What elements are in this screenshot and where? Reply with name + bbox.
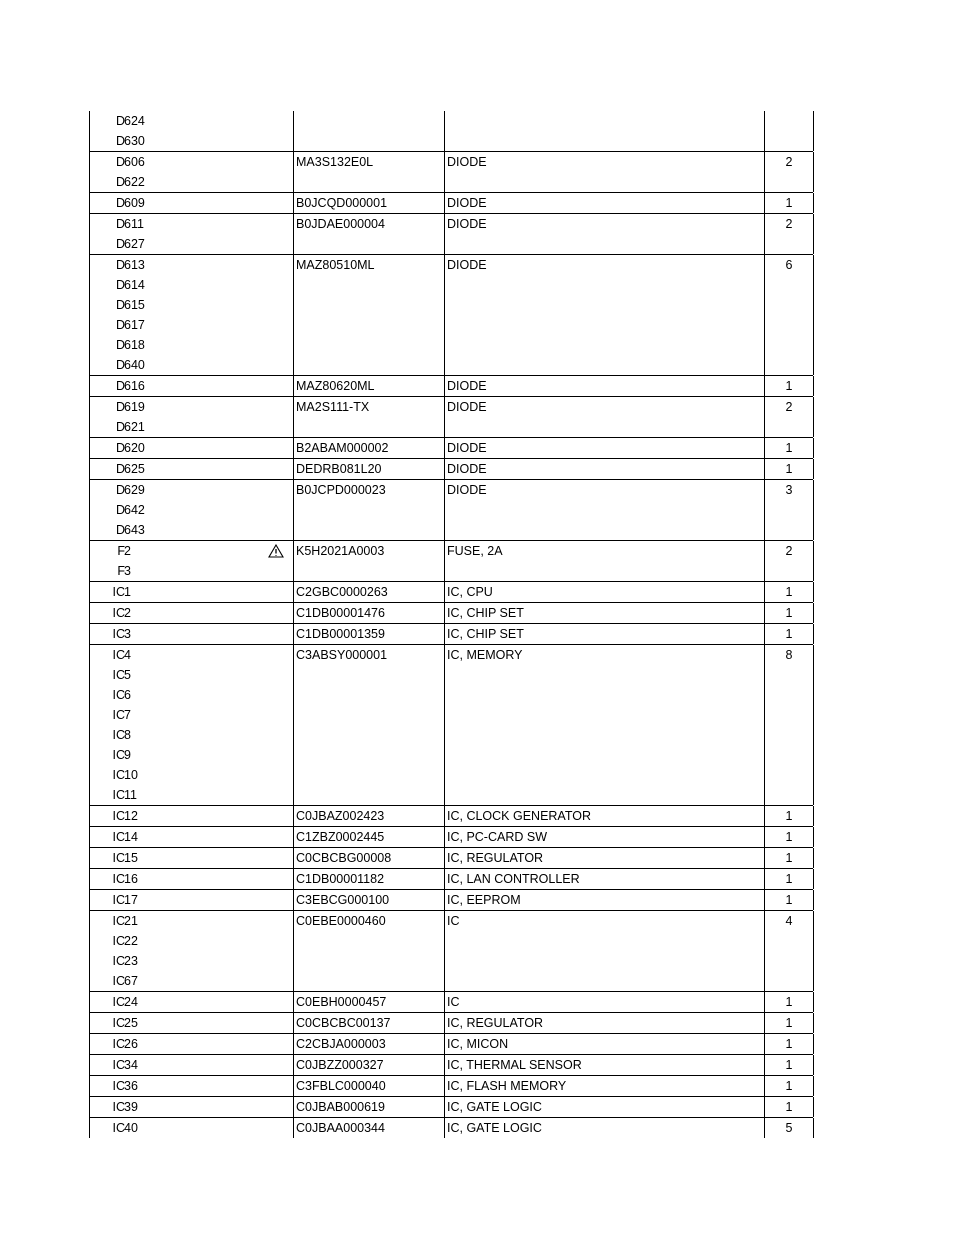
ref-number: 1 bbox=[124, 585, 131, 599]
table-row bbox=[89, 847, 813, 868]
row-line bbox=[89, 193, 813, 213]
row-line bbox=[89, 561, 813, 581]
column-divider bbox=[813, 459, 814, 479]
ref-number: 613 bbox=[124, 258, 145, 272]
row-line bbox=[89, 869, 813, 889]
part-number: C0CBCBC00137 bbox=[296, 1016, 391, 1030]
table-row bbox=[89, 1117, 813, 1138]
part-number: C3ABSY000001 bbox=[296, 648, 388, 662]
part-number: B0JDAE000004 bbox=[296, 217, 385, 231]
row-line bbox=[89, 1013, 813, 1033]
row-line bbox=[89, 214, 813, 234]
column-divider bbox=[813, 541, 814, 581]
ref-prefix: IC bbox=[112, 872, 125, 886]
ref-prefix: D bbox=[115, 298, 125, 312]
part-description: IC, REGULATOR bbox=[447, 1016, 544, 1030]
part-description: DIODE bbox=[447, 155, 487, 169]
row-line bbox=[89, 931, 813, 951]
part-quantity: 1 bbox=[785, 1058, 793, 1072]
ref-prefix: IC bbox=[112, 1100, 125, 1114]
part-quantity: 6 bbox=[785, 258, 793, 272]
column-divider bbox=[813, 582, 814, 602]
ref-number: 5 bbox=[124, 668, 131, 682]
ref-number: 630 bbox=[124, 134, 145, 148]
ref-number: 609 bbox=[124, 196, 145, 210]
ref-number: 17 bbox=[124, 893, 138, 907]
part-quantity: 1 bbox=[785, 379, 793, 393]
column-divider bbox=[813, 603, 814, 623]
ref-number: 7 bbox=[124, 708, 131, 722]
ref-number: 39 bbox=[124, 1100, 138, 1114]
part-quantity: 1 bbox=[785, 462, 793, 476]
row-line bbox=[89, 806, 813, 826]
row-line bbox=[89, 603, 813, 623]
part-quantity: 1 bbox=[785, 851, 793, 865]
ref-number: 2 bbox=[124, 606, 131, 620]
part-description: DIODE bbox=[447, 483, 487, 497]
ref-number: 25 bbox=[124, 1016, 138, 1030]
ref-prefix: IC bbox=[112, 830, 125, 844]
part-quantity: 3 bbox=[785, 483, 793, 497]
ref-prefix: IC bbox=[112, 893, 125, 907]
row-line bbox=[89, 172, 813, 192]
row-line bbox=[89, 1118, 813, 1138]
ref-number: 640 bbox=[124, 358, 145, 372]
table-row bbox=[89, 644, 813, 805]
part-quantity: 1 bbox=[785, 196, 793, 210]
ref-number: 9 bbox=[124, 748, 131, 762]
part-description: IC, FLASH MEMORY bbox=[447, 1079, 567, 1093]
ref-number: 15 bbox=[124, 851, 138, 865]
column-divider bbox=[813, 645, 814, 805]
ref-number: 642 bbox=[124, 503, 145, 517]
row-line bbox=[89, 685, 813, 705]
row-line bbox=[89, 911, 813, 931]
table-row bbox=[89, 151, 813, 192]
ref-prefix: IC bbox=[112, 974, 125, 988]
table-row bbox=[89, 1096, 813, 1117]
part-description: IC, CPU bbox=[447, 585, 493, 599]
row-line bbox=[89, 665, 813, 685]
table-row bbox=[89, 602, 813, 623]
part-description: IC, LAN CONTROLLER bbox=[447, 872, 580, 886]
ref-prefix: D bbox=[115, 237, 125, 251]
part-description: FUSE, 2A bbox=[447, 544, 503, 558]
row-line bbox=[89, 541, 813, 561]
row-line bbox=[89, 1076, 813, 1096]
column-divider bbox=[813, 1034, 814, 1054]
part-number: C1ZBZ0002445 bbox=[296, 830, 385, 844]
part-description: IC bbox=[447, 914, 460, 928]
row-line bbox=[89, 971, 813, 991]
ref-prefix: IC bbox=[112, 585, 125, 599]
part-description: IC, THERMAL SENSOR bbox=[447, 1058, 582, 1072]
part-quantity: 1 bbox=[785, 809, 793, 823]
row-line bbox=[89, 645, 813, 665]
part-number: C0JBAB000619 bbox=[296, 1100, 385, 1114]
row-line bbox=[89, 890, 813, 910]
ref-prefix: IC bbox=[112, 708, 125, 722]
column-divider bbox=[813, 376, 814, 396]
part-description: IC, GATE LOGIC bbox=[447, 1121, 542, 1135]
ref-prefix: IC bbox=[112, 648, 125, 662]
part-quantity: 5 bbox=[785, 1121, 793, 1135]
ref-prefix: D bbox=[115, 441, 125, 455]
part-number: C0JBZZ000327 bbox=[296, 1058, 384, 1072]
ref-number: 12 bbox=[124, 809, 138, 823]
table-row bbox=[89, 623, 813, 644]
ref-number: 615 bbox=[124, 298, 145, 312]
row-line bbox=[89, 624, 813, 644]
table-row bbox=[89, 540, 813, 581]
column-divider bbox=[813, 1055, 814, 1075]
table-row bbox=[89, 1033, 813, 1054]
ref-prefix: D bbox=[115, 400, 125, 414]
part-description: IC, CLOCK GENERATOR bbox=[447, 809, 592, 823]
ref-prefix: D bbox=[115, 318, 125, 332]
ref-number: 67 bbox=[124, 974, 138, 988]
row-line bbox=[89, 152, 813, 172]
parts-list-table bbox=[89, 111, 813, 1138]
table-row bbox=[89, 868, 813, 889]
table-row bbox=[89, 396, 813, 437]
ref-number: 621 bbox=[124, 420, 145, 434]
ref-prefix: IC bbox=[112, 748, 125, 762]
part-description: IC, MEMORY bbox=[447, 648, 523, 662]
part-description: DIODE bbox=[447, 196, 487, 210]
ref-prefix: D bbox=[115, 217, 125, 231]
table-row bbox=[89, 910, 813, 991]
part-number: C2CBJA000003 bbox=[296, 1037, 386, 1051]
ref-prefix: D bbox=[115, 483, 125, 497]
ref-number: 36 bbox=[124, 1079, 138, 1093]
part-number: B0JCQD000001 bbox=[296, 196, 388, 210]
safety-warning-triangle-icon bbox=[268, 544, 284, 558]
column-divider bbox=[813, 1013, 814, 1033]
ref-prefix: IC bbox=[112, 1079, 125, 1093]
ref-number: 629 bbox=[124, 483, 145, 497]
column-divider bbox=[813, 397, 814, 437]
part-number: MA2S111-TX bbox=[296, 400, 370, 414]
ref-number: 620 bbox=[124, 441, 145, 455]
part-description: IC, CHIP SET bbox=[447, 627, 524, 641]
part-quantity: 1 bbox=[785, 1016, 793, 1030]
table-row bbox=[89, 375, 813, 396]
column-divider bbox=[813, 214, 814, 254]
row-line bbox=[89, 827, 813, 847]
ref-prefix: IC bbox=[112, 954, 125, 968]
table-row bbox=[89, 213, 813, 254]
ref-prefix: D bbox=[115, 175, 125, 189]
row-line bbox=[89, 582, 813, 602]
column-divider bbox=[813, 193, 814, 213]
table-row bbox=[89, 111, 813, 151]
ref-number: 26 bbox=[124, 1037, 138, 1051]
part-quantity: 1 bbox=[785, 627, 793, 641]
table-row bbox=[89, 1054, 813, 1075]
part-description: DIODE bbox=[447, 217, 487, 231]
table-row bbox=[89, 826, 813, 847]
part-quantity: 2 bbox=[785, 400, 793, 414]
part-number: C3EBCG000100 bbox=[296, 893, 390, 907]
part-number: C0EBE0000460 bbox=[296, 914, 386, 928]
row-line bbox=[89, 500, 813, 520]
part-description: DIODE bbox=[447, 462, 487, 476]
ref-number: 16 bbox=[124, 872, 138, 886]
column-divider bbox=[813, 827, 814, 847]
column-divider bbox=[813, 869, 814, 889]
table-row bbox=[89, 479, 813, 540]
part-description: IC, GATE LOGIC bbox=[447, 1100, 542, 1114]
ref-prefix: IC bbox=[112, 728, 125, 742]
ref-prefix: IC bbox=[112, 1037, 125, 1051]
table-row bbox=[89, 1075, 813, 1096]
row-line bbox=[89, 131, 813, 151]
table-row bbox=[89, 1012, 813, 1033]
row-line bbox=[89, 745, 813, 765]
table-row bbox=[89, 991, 813, 1012]
ref-prefix: IC bbox=[112, 1016, 125, 1030]
ref-number: 10 bbox=[124, 768, 138, 782]
part-quantity: 1 bbox=[785, 585, 793, 599]
row-line bbox=[89, 765, 813, 785]
row-line bbox=[89, 1097, 813, 1117]
part-number: C3FBLC000040 bbox=[296, 1079, 386, 1093]
part-description: IC bbox=[447, 995, 460, 1009]
part-quantity: 1 bbox=[785, 1079, 793, 1093]
ref-prefix: IC bbox=[112, 1121, 125, 1135]
part-quantity: 2 bbox=[785, 544, 793, 558]
part-description: IC, REGULATOR bbox=[447, 851, 544, 865]
table-row bbox=[89, 805, 813, 826]
part-quantity: 2 bbox=[785, 155, 793, 169]
ref-number: 618 bbox=[124, 338, 145, 352]
row-line bbox=[89, 848, 813, 868]
column-divider bbox=[813, 848, 814, 868]
ref-number: 3 bbox=[124, 564, 131, 578]
part-quantity: 1 bbox=[785, 441, 793, 455]
table-row bbox=[89, 458, 813, 479]
table-row bbox=[89, 889, 813, 910]
row-line bbox=[89, 1055, 813, 1075]
ref-number: 22 bbox=[124, 934, 138, 948]
part-number: C1DB00001359 bbox=[296, 627, 385, 641]
ref-prefix: IC bbox=[112, 788, 125, 802]
ref-prefix: IC bbox=[112, 688, 125, 702]
part-number: B0JCPD000023 bbox=[296, 483, 386, 497]
table-row bbox=[89, 254, 813, 375]
row-line bbox=[89, 397, 813, 417]
part-quantity: 4 bbox=[785, 914, 793, 928]
ref-number: 622 bbox=[124, 175, 145, 189]
column-divider bbox=[813, 480, 814, 540]
part-description: IC, PC-CARD SW bbox=[447, 830, 547, 844]
row-line bbox=[89, 705, 813, 725]
ref-prefix: D bbox=[115, 503, 125, 517]
ref-number: 3 bbox=[124, 627, 131, 641]
ref-number: 619 bbox=[124, 400, 145, 414]
part-description: IC, CHIP SET bbox=[447, 606, 524, 620]
ref-prefix: F bbox=[117, 564, 125, 578]
ref-number: 40 bbox=[124, 1121, 138, 1135]
row-line bbox=[89, 951, 813, 971]
column-divider bbox=[813, 992, 814, 1012]
column-divider bbox=[813, 806, 814, 826]
ref-number: 624 bbox=[124, 114, 145, 128]
ref-prefix: D bbox=[115, 523, 125, 537]
column-divider bbox=[813, 890, 814, 910]
column-divider bbox=[813, 1097, 814, 1117]
ref-number: 14 bbox=[124, 830, 138, 844]
part-number: MAZ80620ML bbox=[296, 379, 375, 393]
part-quantity: 1 bbox=[785, 830, 793, 844]
row-line bbox=[89, 438, 813, 458]
part-quantity: 1 bbox=[785, 606, 793, 620]
ref-number: 6 bbox=[124, 688, 131, 702]
row-line bbox=[89, 520, 813, 540]
column-divider bbox=[813, 1118, 814, 1138]
ref-number: 606 bbox=[124, 155, 145, 169]
part-number: C1DB00001476 bbox=[296, 606, 385, 620]
part-number: DEDRB081L20 bbox=[296, 462, 382, 476]
row-line bbox=[89, 480, 813, 500]
part-number: C1DB00001182 bbox=[296, 872, 385, 886]
ref-prefix: D bbox=[115, 114, 125, 128]
part-quantity: 1 bbox=[785, 1100, 793, 1114]
table-row bbox=[89, 437, 813, 458]
ref-prefix: D bbox=[115, 379, 125, 393]
ref-number: 643 bbox=[124, 523, 145, 537]
ref-number: 616 bbox=[124, 379, 145, 393]
ref-number: 627 bbox=[124, 237, 145, 251]
ref-number: 611 bbox=[124, 217, 144, 231]
ref-prefix: IC bbox=[112, 627, 125, 641]
ref-prefix: D bbox=[115, 258, 125, 272]
part-number: C2GBC0000263 bbox=[296, 585, 388, 599]
ref-prefix: IC bbox=[112, 914, 125, 928]
column-divider bbox=[813, 624, 814, 644]
row-line bbox=[89, 725, 813, 745]
part-description: IC, MICON bbox=[447, 1037, 509, 1051]
ref-number: 11 bbox=[124, 788, 137, 802]
table-row bbox=[89, 192, 813, 213]
part-description: DIODE bbox=[447, 400, 487, 414]
ref-prefix: IC bbox=[112, 1058, 125, 1072]
part-number: B2ABAM000002 bbox=[296, 441, 389, 455]
ref-prefix: IC bbox=[112, 851, 125, 865]
part-quantity: 8 bbox=[785, 648, 793, 662]
ref-prefix: D bbox=[115, 338, 125, 352]
ref-prefix: D bbox=[115, 420, 125, 434]
ref-number: 23 bbox=[124, 954, 138, 968]
row-line bbox=[89, 376, 813, 396]
row-line bbox=[89, 255, 813, 275]
ref-number: 24 bbox=[124, 995, 138, 1009]
ref-prefix: IC bbox=[112, 809, 125, 823]
ref-prefix: D bbox=[115, 196, 125, 210]
ref-number: 8 bbox=[124, 728, 131, 742]
part-quantity: 1 bbox=[785, 872, 793, 886]
part-number: C0EBH0000457 bbox=[296, 995, 387, 1009]
ref-prefix: D bbox=[115, 358, 125, 372]
part-number: C0JBAA000344 bbox=[296, 1121, 385, 1135]
column-divider bbox=[813, 152, 814, 192]
row-line bbox=[89, 1034, 813, 1054]
part-description: IC, EEPROM bbox=[447, 893, 521, 907]
part-number: C0JBAZ002423 bbox=[296, 809, 385, 823]
row-line bbox=[89, 992, 813, 1012]
part-number: MAZ80510ML bbox=[296, 258, 375, 272]
part-number: C0CBCBG00008 bbox=[296, 851, 392, 865]
part-quantity: 1 bbox=[785, 893, 793, 907]
ref-prefix: D bbox=[115, 462, 125, 476]
row-line bbox=[89, 275, 813, 295]
ref-number: 625 bbox=[124, 462, 145, 476]
ref-prefix: IC bbox=[112, 768, 125, 782]
part-quantity: 1 bbox=[785, 1037, 793, 1051]
ref-prefix: IC bbox=[112, 995, 125, 1009]
row-line bbox=[89, 355, 813, 375]
ref-number: 2 bbox=[124, 544, 131, 558]
row-line bbox=[89, 295, 813, 315]
row-line bbox=[89, 417, 813, 437]
part-description: DIODE bbox=[447, 258, 487, 272]
row-line bbox=[89, 335, 813, 355]
ref-prefix: IC bbox=[112, 934, 125, 948]
table-row bbox=[89, 581, 813, 602]
ref-prefix: IC bbox=[112, 606, 125, 620]
ref-number: 617 bbox=[124, 318, 145, 332]
row-line bbox=[89, 315, 813, 335]
part-number: MA3S132E0L bbox=[296, 155, 374, 169]
column-divider bbox=[813, 911, 814, 991]
row-line bbox=[89, 785, 813, 805]
part-number: K5H2021A0003 bbox=[296, 544, 385, 558]
part-description: DIODE bbox=[447, 441, 487, 455]
ref-prefix: D bbox=[115, 155, 125, 169]
column-divider bbox=[813, 111, 814, 151]
row-line bbox=[89, 459, 813, 479]
ref-number: 21 bbox=[124, 914, 138, 928]
ref-number: 614 bbox=[124, 278, 145, 292]
column-divider bbox=[813, 1076, 814, 1096]
ref-prefix: F bbox=[117, 544, 125, 558]
ref-prefix: D bbox=[115, 134, 125, 148]
ref-prefix: D bbox=[115, 278, 125, 292]
part-quantity: 1 bbox=[785, 995, 793, 1009]
column-divider bbox=[813, 438, 814, 458]
ref-number: 34 bbox=[124, 1058, 138, 1072]
column-divider bbox=[813, 255, 814, 375]
ref-prefix: IC bbox=[112, 668, 125, 682]
ref-number: 4 bbox=[124, 648, 131, 662]
row-line bbox=[89, 111, 813, 131]
row-line bbox=[89, 234, 813, 254]
part-description: DIODE bbox=[447, 379, 487, 393]
part-quantity: 2 bbox=[785, 217, 793, 231]
